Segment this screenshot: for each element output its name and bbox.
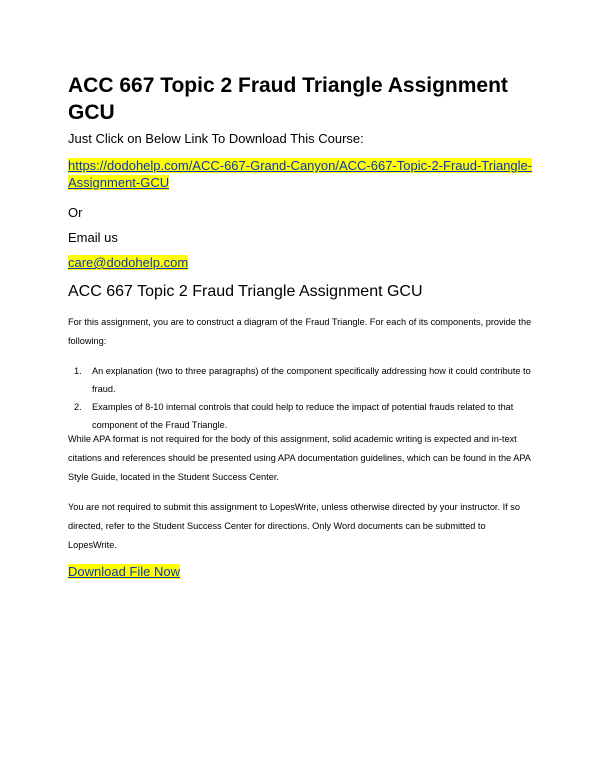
lopeswrite-note-paragraph: You are not required to submit this assignment to LopesWrite, unless otherwise directed by your instructor. If so directed, refer to the Student Success Center for directions. Only Word documents can be submitted to LopesWrite. [68, 502, 520, 550]
list-item-text: Examples of 8-10 internal controls that could help to reduce the impact of potential frauds related to that component of the Fraud Triangle. [92, 402, 514, 430]
list-item-number: 2. [74, 402, 82, 412]
course-link-container [68, 157, 538, 191]
email-label: Email us [68, 230, 118, 245]
list-item-text: An explanation (two to three paragraphs) of the component specifically addressing how it could contribute to fraud. [92, 366, 531, 394]
email-link[interactable]: care@dodohelp.com [68, 255, 189, 270]
document-title: ACC 667 Topic 2 Fraud Triangle Assignment GCU [68, 74, 508, 124]
requirements-list [68, 362, 536, 434]
list-item [68, 362, 536, 398]
intro-paragraph: For this assignment, you are to construct a diagram of the Fraud Triangle. For each of its components, provide the following: [68, 317, 532, 346]
list-item [68, 398, 536, 434]
download-link-container [68, 563, 180, 580]
apa-note-paragraph: While APA format is not required for the body of this assignment, solid academic writing is expected and in-text citations and references should be presented using APA documentation guidelines, which can be found in the APA Style Guide, located in the Student Success Center. [68, 434, 531, 482]
or-text: Or [68, 205, 83, 220]
download-file-link[interactable]: Download File Now [68, 564, 180, 579]
section-heading: ACC 667 Topic 2 Fraud Triangle Assignment GCU [68, 283, 423, 300]
email-link-container [68, 254, 188, 271]
list-item-number: 1. [74, 366, 82, 376]
download-prompt: Just Click on Below Link To Download This Course: [68, 131, 364, 146]
course-link[interactable]: https://dodohelp.com/ACC-667-Grand-Canyon/ACC-667-Topic-2-Fraud-Triangle-Assignment-GCU [68, 158, 533, 190]
